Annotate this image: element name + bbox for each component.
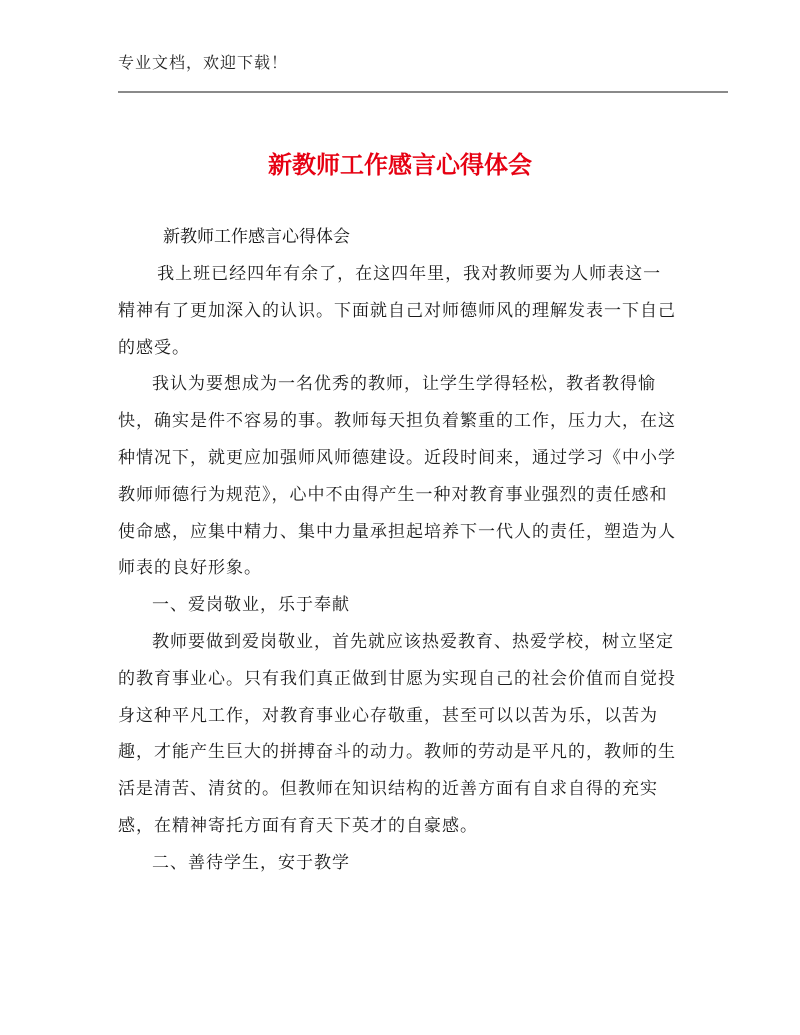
header-note: 专业文档，欢迎下载！ <box>118 53 289 72</box>
section-heading-2: 二、善待学生，安于教学 <box>152 852 350 873</box>
header-divider <box>118 91 728 93</box>
document-subtitle: 新教师工作感言心得体会 <box>163 227 350 247</box>
paragraph-intro: 我上班已经四年有余了，在这四年里，我对教师要为人师表这一精神有了更加深入的认识。下面就自己对师德师风的理解发表一下自己的感受。 <box>118 264 676 358</box>
paragraph-view: 我认为要想成为一名优秀的教师，让学生学得轻松，教者教得愉快，确实是件不容易的事。教师每天担负着繁重的工作，压力大，在这种情况下，就更应加强师风师德建设。近段时间来，通过学习《中小学教师师德行为规范》，心中不由得产生一种对教育事业强烈的责任感和使命感，应集中精力、集中力量承担起培养下一代人的责任，塑造为人师表的良好形象。 <box>118 374 676 579</box>
paragraph-section-1: 教师要做到爱岗敬业，首先就应该热爱教育、热爱学校，树立坚定的教育事业心。只有我们真正做到甘愿为实现自己的社会价值而自觉投身这种平凡工作，对教育事业心存敬重，甚至可以以苦为乐，以苦为趣，才能产生巨大的拼搏奋斗的动力。教师的劳动是平凡的，教师的生活是清苦、清贫的。但教师在知识结构的近善方面有自求自得的充实感，在精神寄托方面有育天下英才的自豪感。 <box>118 631 676 836</box>
section-heading-1: 一、爱岗敬业，乐于奉献 <box>152 595 350 616</box>
document-title: 新教师工作感言心得体会 <box>268 151 532 179</box>
document-body <box>118 256 678 882</box>
